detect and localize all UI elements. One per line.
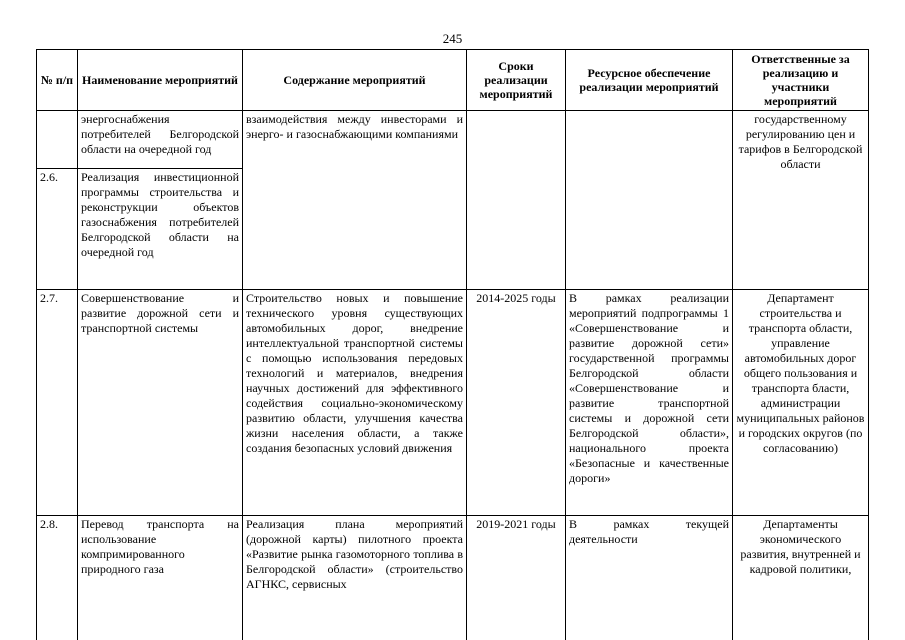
- row-responsible: Департаменты экономического развития, внутренней и кадровой политики,: [733, 516, 869, 640]
- measures-table: [36, 49, 869, 640]
- row-responsible: государственному регулированию цен и тарифов в Белгородской области: [733, 111, 869, 290]
- header-row: [37, 50, 869, 111]
- row-resources: В рамках реализации мероприятий подпрограммы 1 «Совершенствование и развитие дорожной сети» государственной программы Белгородской области «Совершенствование и развитие транспортной системы и дорожной сети Белгородской области», национального проекта «Безопасные и качественные дороги»: [566, 290, 733, 516]
- row-responsible: Департамент строительства и транспорта области, управление автомобильных дорог общего пользования и транспорта бласти, администрации муниципальных районов и городских округов (по согласованию): [733, 290, 869, 516]
- row-num: 2.7.: [37, 290, 78, 516]
- row-content: Реализация плана мероприятий (дорожной карты) пилотного проекта «Развитие рынка газомоторного топлива в Белгородской области» (строительство АГНКС, сервисных: [243, 516, 467, 640]
- row-num: [37, 111, 78, 169]
- header-responsible: Ответственные за реализацию и участники мероприятий: [733, 50, 869, 111]
- row-resources: В рамках текущей деятельности: [566, 516, 733, 640]
- row-content: Строительство новых и повышение технического уровня существующих автомобильных дорог, внедрение интеллектуальной транспортной системы с помощью использования передовых технологий и материалов, внедрения научных достижений для эффективного содействия социально-экономическому развитию области, улучшения качества жизни населения области, а также создания безопасных условий движения: [243, 290, 467, 516]
- row-name: энергоснабжения потребителей Белгородской области на очередной год: [78, 111, 243, 169]
- row-terms: 2014-2025 годы: [467, 290, 566, 516]
- row-name: Совершенствование и развитие дорожной сети и транспортной системы: [78, 290, 243, 516]
- row-num: 2.8.: [37, 516, 78, 640]
- row-num: 2.6.: [37, 169, 78, 290]
- header-resources: Ресурсное обеспечение реализации мероприятий: [566, 50, 733, 111]
- page-number: 245: [442, 31, 463, 46]
- header-terms: Сроки реализации мероприятий: [467, 50, 566, 111]
- row-name: Перевод транспорта на использование компримированного природного газа: [78, 516, 243, 640]
- row-terms: 2019-2021 годы: [467, 516, 566, 640]
- table-row: [37, 516, 869, 640]
- table-row: [37, 111, 869, 169]
- header-num: № п/п: [37, 50, 78, 111]
- row-name: Реализация инвестиционной программы строительства и реконструкции объектов газоснабжения потребителей Белгородской области на очередной год: [78, 169, 243, 290]
- row-terms: [467, 111, 566, 290]
- header-name: Наименование мероприятий: [78, 50, 243, 111]
- table-row: [37, 290, 869, 516]
- header-content: Содержание мероприятий: [243, 50, 467, 111]
- row-content: взаимодействия между инвесторами и энерго- и газоснабжающими компаниями: [243, 111, 467, 290]
- row-resources: [566, 111, 733, 290]
